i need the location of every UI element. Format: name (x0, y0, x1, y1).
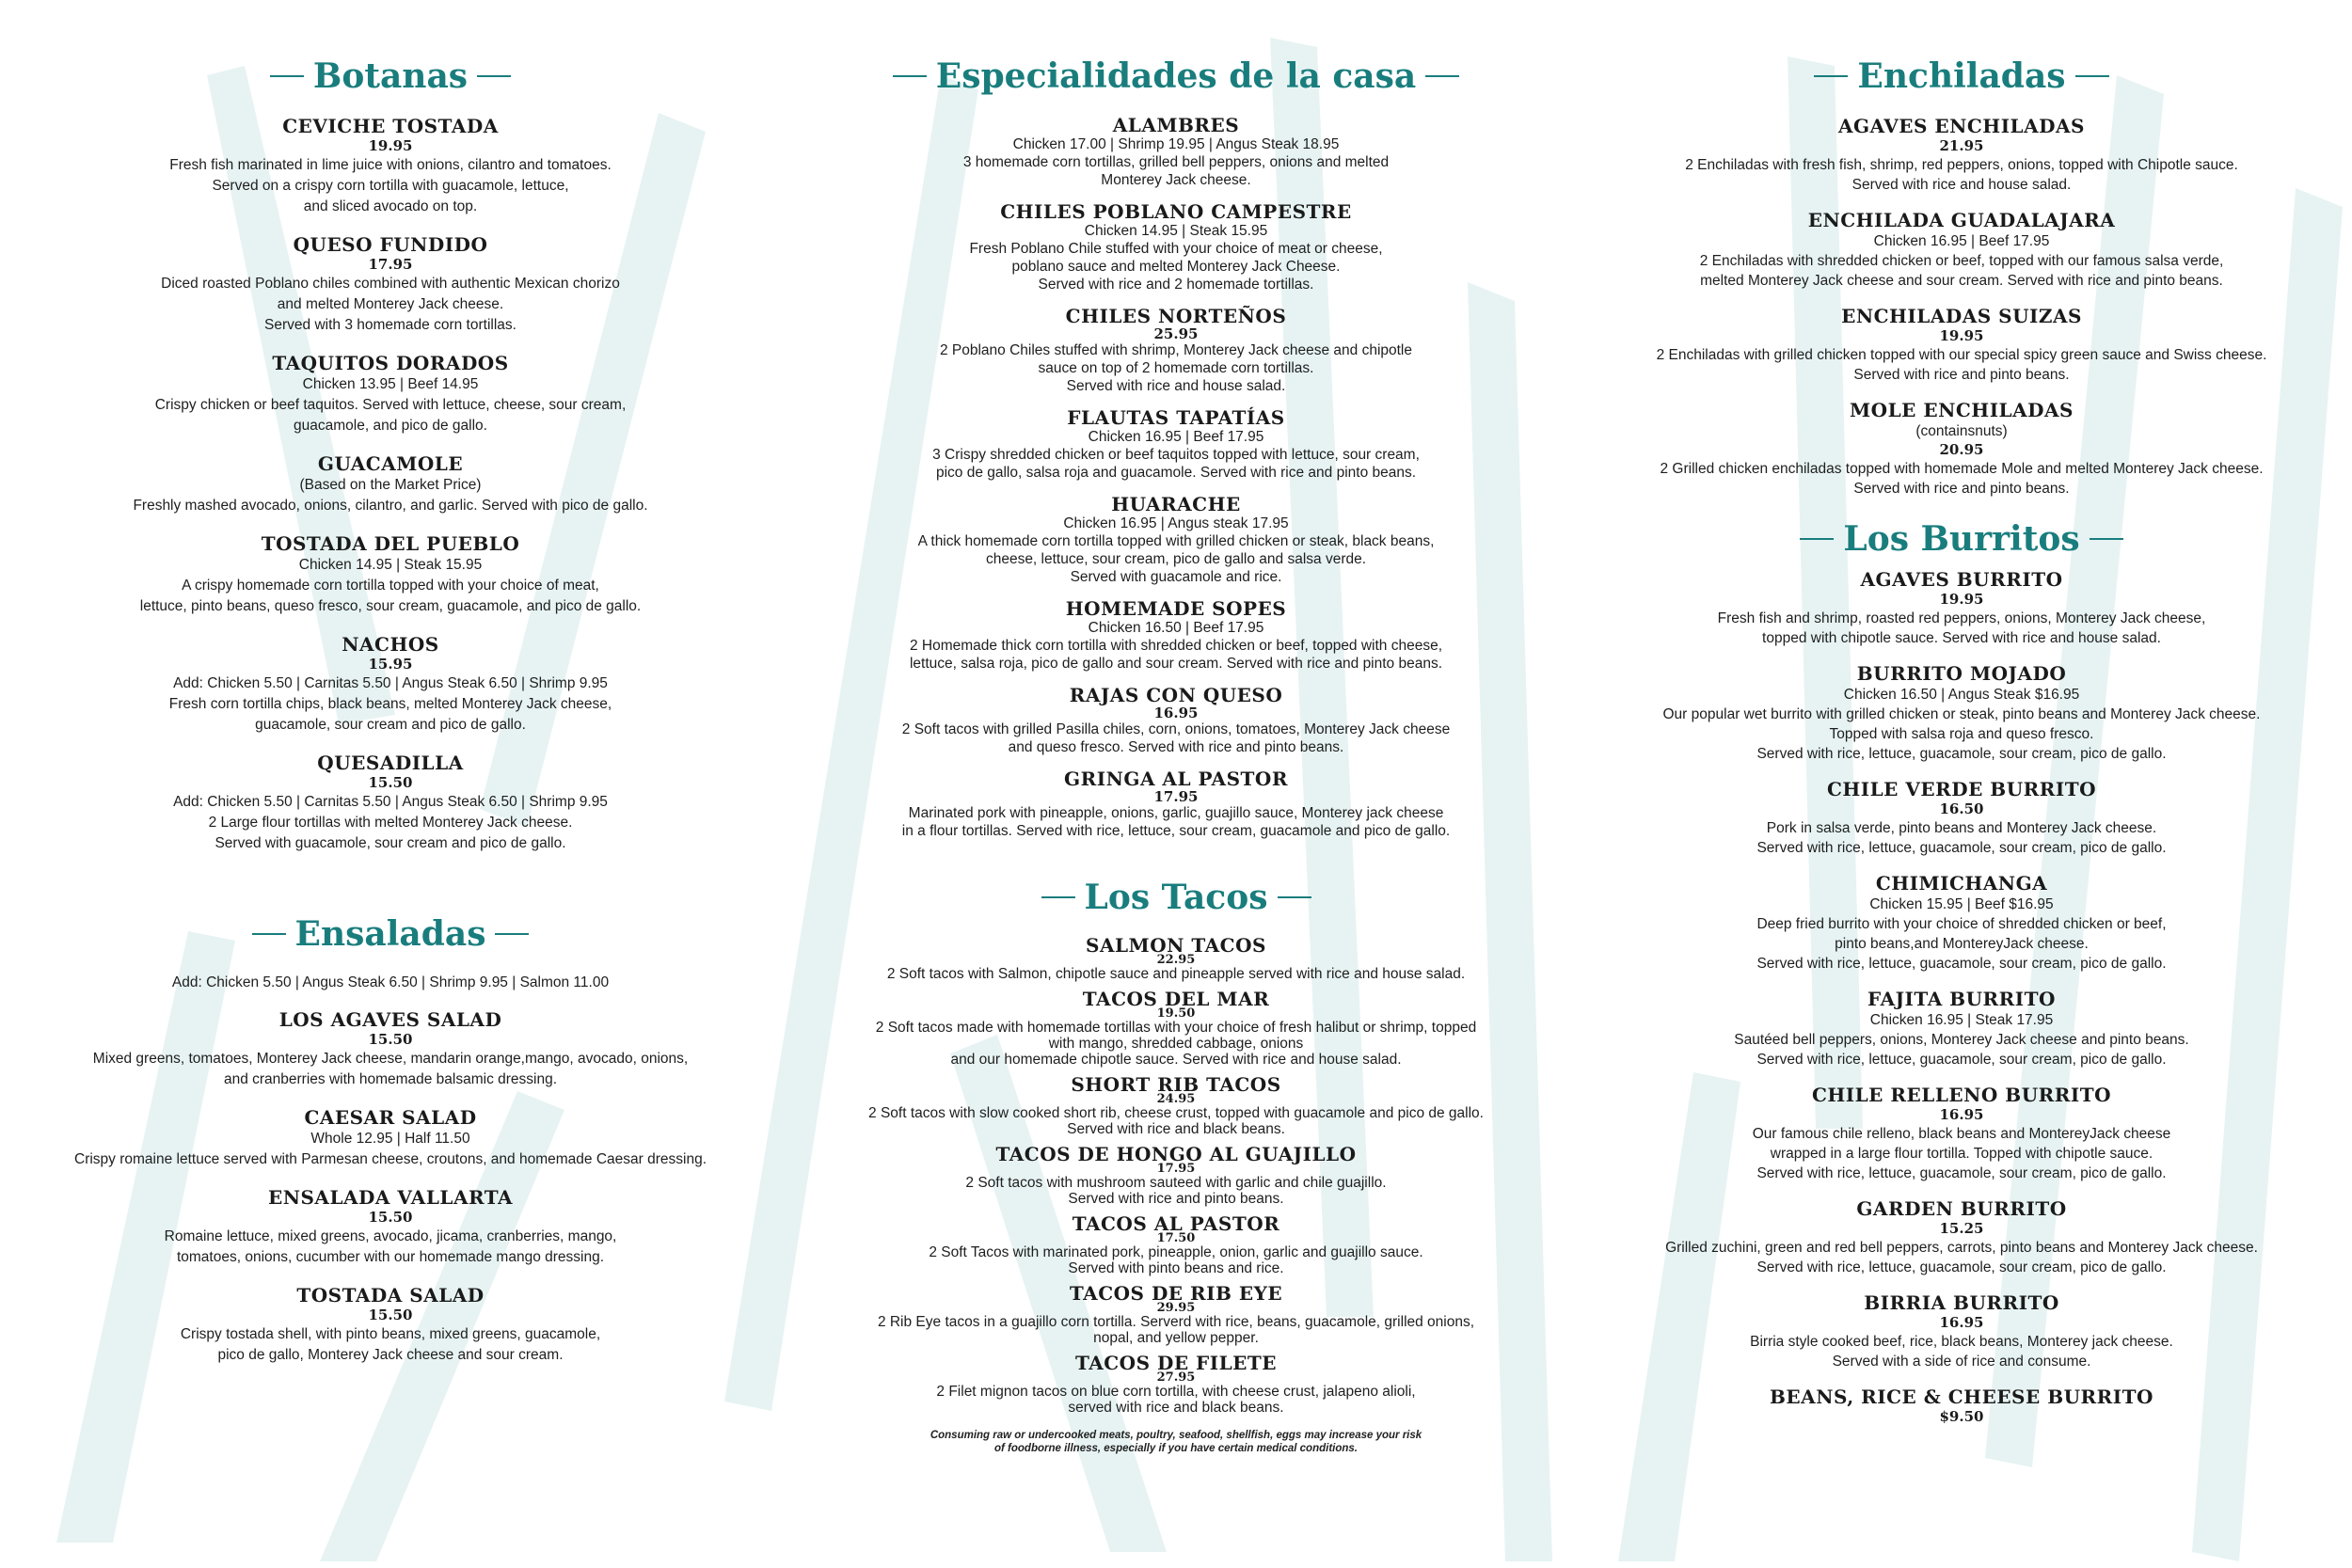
item-price: 19.95 (1939, 327, 1984, 344)
item-price: 15.50 (368, 774, 413, 791)
item-name: GRINGA AL PASTOR (1064, 768, 1288, 790)
item-name: TACOS DE FILETE (1074, 1352, 1278, 1374)
item-description: Crispy chicken or beef taquitos. Served with lettuce, cheese, sour cream, guacamole, and pico de gallo. (154, 397, 627, 434)
item-description: Sautéed bell peppers, onions, Monterey Jack cheese and pinto beans. Served with rice, lettuce, guacamole, sour cream, pico de gallo. (1734, 1032, 2189, 1068)
item-name: QUESO FUNDIDO (293, 233, 488, 256)
menu-item (1590, 778, 2333, 858)
item-price: 16.95 (1939, 1314, 1984, 1331)
item-name: GUACAMOLE (317, 452, 464, 475)
item-name: AGAVES BURRITO (1860, 568, 2063, 591)
menu-item (1590, 988, 2333, 1069)
item-price: 17.95 (1153, 788, 1199, 805)
item-name: CHIMICHANGA (1875, 872, 2048, 895)
item-description: 2 Filet mignon tacos on blue corn tortilla, with cheese crust, jalapeno alioli, served with rice and black beans. (936, 1384, 1416, 1416)
item-name: LOS AGAVES SALAD (278, 1008, 502, 1031)
item-options: Chicken 15.95 | Beef $16.95 (1869, 896, 2054, 912)
item-price: 17.95 (368, 256, 413, 273)
left-column (19, 56, 762, 1382)
menu-item (1590, 1291, 2333, 1371)
item-name: FLAUTAS TAPATÍAS (1067, 406, 1285, 429)
item-price: 16.50 (1939, 800, 1984, 817)
menu-item (795, 936, 1557, 982)
item-description: 2 Large flour tortillas with melted Monterey Jack cheese. Served with guacamole, sour cream and pico de gallo. (208, 815, 573, 851)
item-note: (Based on the Market Price) (299, 477, 482, 493)
menu-item (1590, 305, 2333, 385)
item-options: Chicken 16.50 | Beef 17.95 (1088, 620, 1264, 636)
item-description: Pork in salsa verde, pinto beans and Monterey Jack cheese. Served with rice, lettuce, guacamole, sour cream, pico de gallo. (1756, 820, 2167, 856)
item-name: TOSTADA SALAD (296, 1284, 485, 1307)
menu-item (795, 990, 1557, 1068)
enchiladas-heading: Enchiladas (1590, 56, 2333, 96)
item-description: Birria style cooked beef, rice, black beans, Monterey jack cheese. Served with a side of rice and consume. (1750, 1334, 2173, 1370)
item-description: A thick homemade corn tortilla topped with grilled chicken or steak, black beans, cheese, lettuce, sour cream, pico de gallo and salsa verde. Served with guacamole and rice. (917, 533, 1435, 585)
menu-item (1590, 115, 2333, 195)
item-name: TACOS AL PASTOR (1072, 1212, 1280, 1235)
menu-item (19, 1284, 762, 1366)
item-name: BURRITO MOJADO (1856, 662, 2067, 685)
item-name: TAQUITOS DORADOS (272, 352, 509, 374)
item-name: RAJAS CON QUESO (1069, 684, 1283, 706)
menu-item (795, 306, 1557, 395)
burritos-heading: Los Burritos (1590, 519, 2333, 559)
item-description: Crispy tostada shell, with pinto beans, mixed greens, guacamole, pico de gallo, Monterey Jack cheese and sour cream. (180, 1326, 601, 1363)
ensaladas-add-ons: Add: Chicken 5.50 | Angus Steak 6.50 | Shrimp 9.95 | Salmon 11.00 (171, 974, 610, 990)
item-options: Add: Chicken 5.50 | Carnitas 5.50 | Angus Steak 6.50 | Shrimp 9.95 (173, 675, 608, 691)
item-description: Freshly mashed avocado, onions, cilantro, and garlic. Served with pico de gallo. (133, 498, 648, 514)
item-options: Chicken 16.95 | Angus steak 17.95 (1063, 515, 1289, 531)
item-name: TACOS DEL MAR (1082, 988, 1270, 1010)
menu-item (795, 115, 1557, 189)
menu-item (19, 1106, 762, 1170)
item-price: 15.50 (368, 1307, 413, 1323)
item-name: CHILE RELLENO BURRITO (1811, 1084, 2112, 1106)
item-options: Add: Chicken 5.50 | Carnitas 5.50 | Angus Steak 6.50 | Shrimp 9.95 (173, 794, 608, 810)
item-description: Mixed greens, tomatoes, Monterey Jack cheese, mandarin orange,mango, avocado, onions, and cranberries with homemade balsamic dressing. (92, 1051, 689, 1087)
item-description: Romaine lettuce, mixed greens, avocado, jicama, cranberries, mango, tomatoes, onions, cucumber with our homemade mango dressing. (164, 1228, 617, 1265)
item-price: $9.50 (1939, 1408, 1984, 1425)
menu-item (19, 115, 762, 217)
item-description: Grilled zuchini, green and red bell peppers, carrots, pinto beans and Monterey Jack cheese. Served with rice, lettuce, guacamole, sour cream, pico de gallo. (1665, 1240, 2258, 1275)
menu-item (19, 752, 762, 854)
item-description: Our popular wet burrito with grilled chicken or steak, pinto beans and Monterey Jack cheese. Topped with salsa roja and queso fresco. Served with rice, lettuce, guacamole, sour cream, pico de gallo. (1662, 706, 2261, 762)
item-price: 24.95 (1156, 1092, 1196, 1106)
item-name: CEVICHE TOSTADA (282, 115, 499, 137)
item-price: 15.50 (368, 1031, 413, 1048)
item-description: 2 Soft Tacos with marinated pork, pineapple, onion, garlic and guajillo sauce. Served with pinto beans and rice. (929, 1244, 1423, 1276)
menu-item (1590, 1197, 2333, 1277)
menu-item (795, 201, 1557, 293)
menu-item (795, 1075, 1557, 1137)
item-name: SALMON TACOS (1086, 934, 1266, 957)
item-price: 21.95 (1939, 137, 1984, 154)
item-price: 29.95 (1156, 1301, 1196, 1315)
item-note: (containsnuts) (1915, 423, 2008, 439)
menu-item (795, 407, 1557, 482)
item-description: 2 Homemade thick corn tortilla with shredded chicken or beef, topped with cheese, lettuce, salsa roja, pico de gallo and sour cream. Served with rice and pinto beans. (909, 638, 1443, 672)
item-price: 25.95 (1153, 325, 1199, 342)
item-name: CAESAR SALAD (304, 1106, 477, 1129)
menu-item (1590, 568, 2333, 648)
item-name: HOMEMADE SOPES (1065, 597, 1287, 620)
item-price: 19.95 (368, 137, 413, 154)
item-description: 2 Soft tacos with slow cooked short rib, cheese crust, topped with guacamole and pico de gallo. Served with rice and black beans. (868, 1105, 1484, 1137)
menu-item (19, 1008, 762, 1090)
item-description: Deep fried burrito with your choice of shredded chicken or beef, pinto beans,and MontereyJack cheese. Served with rice, lettuce, guacamole, sour cream, pico de gallo. (1756, 916, 2167, 972)
item-description: 3 homemade corn tortillas, grilled bell peppers, onions and melted Monterey Jack cheese. (962, 154, 1390, 188)
menu-item (795, 1145, 1557, 1207)
item-description: Fresh Poblano Chile stuffed with your choice of meat or cheese, poblano sauce and melted Monterey Jack Cheese. Served with rice and 2 homemade tortillas. (969, 241, 1383, 293)
item-price: 27.95 (1156, 1370, 1196, 1385)
item-description: Fresh fish and shrimp, roasted red peppers, onions, Monterey Jack cheese, topped with chipotle sauce. Served with rice and house salad. (1717, 610, 2206, 646)
item-price: 22.95 (1156, 953, 1196, 967)
menu-item (1590, 662, 2333, 764)
item-price: 15.50 (368, 1209, 413, 1226)
item-description: Fresh fish marinated in lime juice with onions, cilantro and tomatoes. Served on a crispy corn tortilla with guacamole, lettuce, and sliced avocado on top. (169, 157, 612, 214)
item-name: CHILES POBLANO CAMPESTRE (1000, 200, 1352, 223)
item-options: Chicken 14.95 | Steak 15.95 (298, 557, 483, 573)
item-name: TOSTADA DEL PUEBLO (261, 532, 520, 555)
menu-item (795, 1284, 1557, 1346)
item-description: Our famous chile relleno, black beans and MontereyJack cheese wrapped in a large flour tortilla. Topped with chipotle sauce. Served with rice, lettuce, guacamole, sour cream, pico de gallo. (1752, 1126, 2171, 1181)
item-options: Chicken 16.50 | Angus Steak $16.95 (1843, 687, 2080, 703)
item-name: ENCHILADA GUADALAJARA (1807, 209, 2116, 231)
item-name: TACOS DE HONGO AL GUAJILLO (995, 1143, 1357, 1165)
menu-item (19, 532, 762, 617)
item-description: 2 Soft tacos made with homemade tortillas with your choice of fresh halibut or shrimp, topped with mango, shredded cabbage, onions and our homemade chipotle sauce. Served with rice and house salad. (875, 1020, 1477, 1068)
item-description: 2 Enchiladas with grilled chicken topped with our special spicy green sauce and Swiss cheese. Served with rice and pinto beans. (1656, 347, 2267, 383)
item-name: BIRRIA BURRITO (1864, 1291, 2059, 1314)
item-options: Chicken 14.95 | Steak 15.95 (1084, 223, 1268, 239)
item-name: AGAVES ENCHILADAS (1838, 115, 2085, 137)
menu-item (795, 598, 1557, 673)
item-description: Marinated pork with pineapple, onions, garlic, guajillo sauce, Monterey jack cheese in a flour tortillas. Served with rice, lettuce, sour cream, guacamole and pico de gallo. (901, 805, 1451, 839)
item-description: 2 Rib Eye tacos in a guajillo corn tortilla. Serverd with rice, beans, guacamole, grilled onions, nopal, and yellow pepper. (877, 1314, 1475, 1346)
menu-item (795, 494, 1557, 586)
item-name: BEANS, RICE & CHEESE BURRITO (1770, 1386, 2153, 1408)
item-name: TACOS DE RIB EYE (1069, 1282, 1283, 1305)
item-options: Chicken 16.95 | Beef 17.95 (1873, 233, 2050, 249)
item-description: 2 Poblano Chiles stuffed with shrimp, Monterey Jack cheese and chipotle sauce on top of 2 homemade corn tortillas. Served with rice and house salad. (939, 342, 1413, 394)
food-safety-disclaimer: Consuming raw or undercooked meats, poultry, seafood, shellfish, eggs may increase your risk of foodborne illness, especially if you have certain medical conditions. (930, 1430, 1422, 1454)
menu-item (795, 1214, 1557, 1276)
item-price: 16.95 (1939, 1106, 1984, 1123)
item-description: 2 Enchiladas with shredded chicken or beef, topped with our famous salsa verde, melted Monterey Jack cheese and sour cream. Served with rice and pinto beans. (1699, 253, 2224, 289)
item-options: Chicken 16.95 | Steak 17.95 (1869, 1012, 2054, 1028)
item-description: 2 Soft tacos with mushroom sauteed with garlic and chile guajillo. Served with rice and pinto beans. (965, 1175, 1387, 1207)
item-description: Fresh corn tortilla chips, black beans, melted Monterey Jack cheese, guacamole, sour cream and pico de gallo. (168, 696, 612, 733)
item-price: 16.95 (1153, 705, 1199, 721)
item-options: Whole 12.95 | Half 11.50 (310, 1131, 470, 1147)
item-description: Crispy romaine lettuce served with Parmesan cheese, croutons, and homemade Caesar dressing. (74, 1151, 707, 1167)
item-options: Chicken 17.00 | Shrimp 19.95 | Angus Steak 18.95 (1012, 136, 1340, 152)
item-name: ENSALADA VALLARTA (267, 1186, 514, 1209)
menu-item (19, 1186, 762, 1268)
menu-item (19, 633, 762, 736)
item-name: FAJITA BURRITO (1867, 988, 2056, 1010)
item-description: 3 Crispy shredded chicken or beef taquitos topped with lettuce, sour cream, pico de gallo, salsa roja and guacamole. Served with rice and pinto beans. (932, 447, 1420, 481)
item-price: 15.95 (368, 656, 413, 673)
tacos-heading: Los Tacos (795, 878, 1557, 917)
item-name: QUESADILLA (317, 752, 464, 774)
item-description: 2 Enchiladas with fresh fish, shrimp, red peppers, onions, topped with Chipotle sauce. Served with rice and house salad. (1685, 157, 2238, 193)
item-description: 2 Grilled chicken enchiladas topped with homemade Mole and melted Monterey Jack cheese. Served with rice and pinto beans. (1660, 461, 2264, 497)
item-name: GARDEN BURRITO (1856, 1197, 2067, 1220)
item-options: Chicken 16.95 | Beef 17.95 (1088, 429, 1264, 445)
item-price: 20.95 (1939, 441, 1984, 458)
item-price: 19.50 (1156, 1006, 1196, 1021)
item-price: 17.50 (1156, 1231, 1196, 1245)
menu-item (1590, 1386, 2333, 1426)
item-description: A crispy homemade corn tortilla topped with your choice of meat, lettuce, pinto beans, queso fresco, sour cream, guacamole, and pico de gallo. (139, 578, 642, 614)
menu-item (1590, 1084, 2333, 1183)
item-price: 15.25 (1939, 1220, 1984, 1237)
item-price: 17.95 (1156, 1162, 1196, 1176)
center-column (795, 56, 1557, 1455)
menu-item (19, 352, 762, 436)
ensaladas-heading: Ensaladas (19, 914, 762, 954)
item-name: CHILE VERDE BURRITO (1826, 778, 2097, 800)
item-name: HUARACHE (1111, 493, 1241, 515)
item-name: NACHOS (342, 633, 439, 656)
especialidades-heading: Especialidades de la casa (795, 56, 1557, 96)
menu-item (795, 685, 1557, 756)
menu-item (795, 1354, 1557, 1416)
item-name: CHILES NORTEÑOS (1065, 305, 1287, 327)
item-name: SHORT RIB TACOS (1071, 1073, 1281, 1096)
item-price: 19.95 (1939, 591, 1984, 608)
item-description: 2 Soft tacos with grilled Pasilla chiles, corn, onions, tomatoes, Monterey Jack cheese and queso fresco. Served with rice and pinto beans. (901, 721, 1451, 755)
item-name: MOLE ENCHILADAS (1850, 399, 2074, 421)
menu-item (19, 452, 762, 516)
menu-item (1590, 399, 2333, 499)
botanas-heading: Botanas (19, 56, 762, 96)
menu-item (1590, 872, 2333, 974)
menu-item (795, 768, 1557, 840)
item-options: Chicken 13.95 | Beef 14.95 (302, 376, 479, 392)
item-name: ENCHILADAS SUIZAS (1841, 305, 2082, 327)
item-description: 2 Soft tacos with Salmon, chipotle sauce and pineapple served with rice and house salad. (886, 966, 1466, 982)
menu-item (1590, 209, 2333, 291)
menu-item (19, 233, 762, 336)
right-column (1590, 56, 2333, 1440)
item-description: Diced roasted Poblano chiles combined with authentic Mexican chorizo and melted Monterey Jack cheese. Served with 3 homemade corn tortillas. (161, 276, 620, 333)
item-name: ALAMBRES (1112, 114, 1240, 136)
